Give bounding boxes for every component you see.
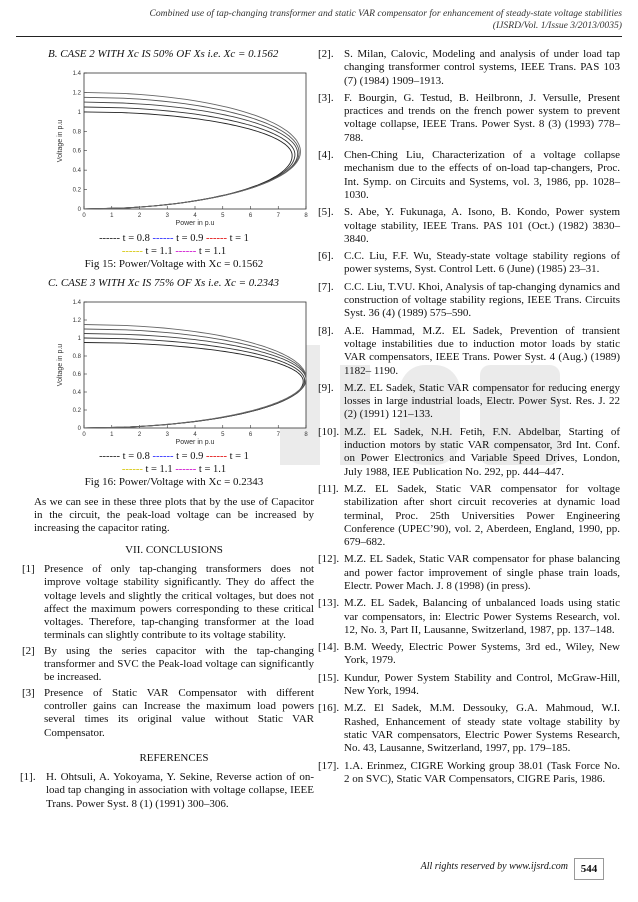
reference-item [318,206,620,246]
y-tick-label: 1 [77,110,81,117]
page-number: 544 [574,858,604,880]
y-tick-label: 0.8 [72,354,81,361]
leg2-t09: ------ [152,451,177,463]
reference-item [318,382,620,422]
reference-text: A.E. Hammad, M.Z. EL Sadek, Prevention of transient voltage instabilities due to induction motor loads by static VAR compensators, IEEE Trans. Power Syst. 4 (Aug.) (1989) 1182– 1190. [344,324,620,377]
reference-text: C.C. Liu, T.VU. Khoi, Analysis of tap-changing dynamics and construction of voltage stability regions, IEEE Trans. Circuits Syst. 36 (4) (1989) 575–590. [344,280,620,320]
reference-num: [9]. [318,381,334,394]
reference-text: S. Milan, Calovic, Modeling and analysis of under load tap changing transformer control systems, IEEE Trans. PAS 103 (7) (1984) 1909–1913. [344,48,620,87]
y-tick-label: 1.2 [72,90,81,97]
case-b-text: B. CASE 2 WITH Xc IS 50% OF Xs i.e. Xc = 0.1562 [48,48,279,60]
right-column [318,48,620,790]
reference-item [318,483,620,549]
header-volume: (IJSRD/Vol. 1/Issue 3/2013/0035) [492,20,622,31]
reference-num: [17]. [318,759,340,772]
x-tick-label: 3 [165,213,169,220]
x-axis-label: Power in p.u [175,439,215,447]
case-b-heading [48,48,314,61]
x-tick-label: 7 [276,213,280,220]
fig16-legend [34,450,314,476]
y-tick-label: 0.6 [72,372,81,379]
leg2-t08-label: t = 0.8 [122,451,153,463]
x-tick-label: 0 [82,432,86,439]
reference-text: B.M. Weedy, Electric Power Systems, 3rd ed., Wiley, New York, 1979. [344,641,620,667]
reference-num: [13]. [318,597,340,610]
running-header [149,8,622,32]
reference-text: M.Z. EL Sadek, N.H. Fetih, F.N. Abdelbar, Starting of induction motors by static VAR compensator, 3rd Int. Conf. on Power Electronics and Variable Speed Drives, London, July 1988, IEE Publication No. 292, pp. 444–447. [344,425,620,478]
conclusions-list [22,562,314,740]
left-column [20,48,314,815]
y-tick-label: 0.4 [72,390,81,397]
conclusion-num: [3] [22,686,35,699]
fig15-legend [34,232,314,258]
reference-item [318,281,620,321]
reference-text: 1.A. Erinmez, CIGRE Working group 38.01 (Task Force No. 2 on SVC), Static VAR Compensators, CIGRE Paris, 1986. [344,759,620,785]
x-tick-label: 6 [248,432,253,439]
references-heading: REFERENCES [139,751,209,764]
reference-num: [11]. [318,482,339,495]
reference-item [318,760,620,787]
x-tick-label: 8 [304,432,308,439]
leg-t09: ------ [152,232,177,244]
y-axis-label: Voltage in p.u [57,343,64,387]
reference-item [318,426,620,479]
plot-frame [84,302,306,428]
reference-num: [14]. [318,641,340,654]
reference-text: Chen-Ching Liu, Characterization of a voltage collapse mechanism due to the effects of on-load tap-changers, Proc. Int. Symp. on Circuits and Systems, vol. 3, 1986, pp. 1028–1030. [344,149,620,201]
conclusion-text: Presence of Static VAR Compensator with different controller gains can Increase the maximum load powers several times its original value without Static VAR Compensator. [44,686,314,739]
case-c-text: C. CASE 3 WITH Xc IS 75% OF Xs i.e. Xc = 0.2343 [48,276,280,289]
reference-item [20,771,314,811]
reference-text: F. Bourgin, G. Testud, B. Heilbronn, J. Versulle, Present practices and trends on the french power system to prevent voltage collapse, IEEE Trans. Power Syst. 8 (3) (1993) 778–788. [344,91,620,144]
reference-num: [15]. [318,671,340,684]
header-rule [16,36,622,37]
x-tick-label: 4 [193,213,197,220]
reference-text: M.Z. EL Sadek, Balancing of unbalanced loads using static var compensators, in: Electric Power Systems Research, vol. 12, No. 3, Part II, Lausanne, Switzerland, 1987, pp. 137–148. [344,597,620,636]
leg2-t08: ------ [99,451,123,463]
reference-text: C.C. Liu, F.F. Wu, Steady-state voltage stability regions of power systems, Syst. Control Lett. 6 (June) (1985) 23–31. [344,250,620,276]
leg2-t11a: ------ [121,464,146,476]
reference-num: [8]. [318,324,334,337]
conclusions-heading: VII. CONCLUSIONS [125,543,223,556]
leg2-t11a-label: t = 1.1 [145,464,176,476]
reference-text: M.Z. EL Sadek, Static VAR compensator for voltage stabilization after short circuit recoveries at dynamic load terminal, Proc. 25th Universities Power Engineering Conference (UPEC’90), vol. 2, Aberdeen, England, 1990, pp. 679–682. [344,482,620,549]
chart-fig15 [34,67,314,227]
y-tick-label: 0.2 [72,187,81,194]
chart-fig16 [34,296,314,446]
reference-text: S. Abe, Y. Fukunaga, A. Isono, B. Kondo, Power system voltage stability, IEEE Trans. PAS 101 (Oct.) (1982) 3830–3840. [344,206,620,245]
x-tick-label: 4 [193,432,197,439]
leg2-t1-label: t = 1 [229,451,249,463]
leg2-t1: ------ [205,451,230,463]
x-tick-label: 5 [221,213,225,220]
reference-num: [12]. [318,553,340,566]
reference-num: [2]. [318,48,334,60]
reference-num: [6]. [318,250,334,263]
leg2-t11b: ------ [175,464,199,476]
leg-t11a: ------ [121,245,146,257]
reference-text: M.Z. EL Sadek, Static VAR compensator for reducing energy losses in large industrial loads, Electr. Power Syst. Res. J. 22 (2) (1991) 121–133. [344,381,620,421]
fig16-legend-row1 [34,450,314,463]
y-tick-label: 1.4 [72,300,81,307]
fig15-legend-row2 [34,245,314,258]
reference-item [318,702,620,755]
y-tick-label: 0.2 [72,408,81,415]
summary-paragraph: As we can see in these three plots that by the use of Capacitor in the circuit, the peak-load voltage can be increased by increasing the capacitor rating. [34,495,314,535]
reference-num: [4]. [318,149,334,162]
y-tick-label: 0 [77,426,81,433]
reference-num: [16]. [318,702,340,715]
x-tick-label: 1 [110,432,114,439]
leg-t09-label: t = 0.9 [176,232,206,244]
conclusion-text: Presence of only tap-changing transformers does not improve voltage stability significantly. They do affect the voltage levels and slightly the critical voltages, but does not affect the maximum powers corresponding to these critical voltages. Therefore, tap-changing transformer at the load terminals can slightly contribute to its voltage stability. [44,562,314,642]
x-tick-label: 0 [82,213,86,220]
leg-t1: ------ [205,232,230,244]
conclusion-text: By using the series capacitor with the tap-changing transformer and SVC the Peak-load voltage can significantly be increased. [44,644,314,684]
leg2-t09-label: t = 0.9 [176,451,206,463]
reference-num: [7]. [318,280,334,293]
reference-num: [1]. [20,771,36,784]
reference-text: H. Ohtsuli, A. Yokoyama, Y. Sekine, Reverse action of on-load tap changing in association with voltage collapse, IEEE Trans. Power Syst. 8 (1) (1991) 300–306. [46,771,314,810]
leg-t08: ------ [99,232,123,244]
x-tick-label: 2 [137,432,142,439]
case-c-heading [48,277,314,290]
y-tick-label: 0 [77,207,81,214]
reference-num: [5]. [318,206,334,219]
reference-item [318,597,620,637]
references-list [318,48,620,786]
leg2-t11b-label: t = 1.1 [198,464,227,476]
x-tick-label: 2 [137,213,142,220]
x-tick-label: 6 [248,213,253,220]
reference-text: M.Z. El Sadek, M.M. Dessouky, G.A. Mahmoud, W.I. Rashed, Enhancement of steady state voltage stability by static VAR compensators, Electric Power Systems Research, No. 43, Lausanne, Switzerland, 1997, pp. 179–185. [344,702,620,755]
fig15-legend-row1 [34,232,314,245]
reference-item [318,250,620,277]
fig15-caption: Fig 15: Power/Voltage with Xc = 0.1562 [84,257,264,270]
reference-num: [10]. [318,425,340,438]
conclusion-num: [1] [22,562,35,575]
fig16-legend-row2 [34,463,314,476]
footer-rights: All rights reserved by www.ijsrd.com [420,861,568,872]
leg-t1-label: t = 1 [229,232,249,244]
header-title: Combined use of tap-changing transformer and static VAR compensator for enhancement of steady-state voltage stabilities [149,8,622,19]
reference-item [318,672,620,699]
leg-t11b: ------ [175,245,199,257]
reference-item [318,48,620,88]
y-axis-label: Voltage in p.u [57,120,64,163]
reference-num: [3]. [318,91,334,104]
x-tick-label: 5 [221,432,225,439]
figure-16 [34,296,314,450]
fig16-caption: Fig 16: Power/Voltage with Xc = 0.2343 [84,476,264,489]
y-tick-label: 1 [77,336,81,343]
reference-item [318,553,620,593]
leg-t11b-label: t = 1.1 [198,245,227,257]
x-axis-label: Power in p.u [175,220,215,228]
figure-15 [34,67,314,231]
reference-text: Kundur, Power System Stability and Control, McGraw-Hill, New York, 1994. [344,671,620,698]
x-tick-label: 7 [276,432,280,439]
conclusion-item [22,644,314,685]
reference-text: M.Z. EL Sadek, Static VAR compensator for phase balancing and power factor improvement of single phase train loads, Electr. Power Mach. J. 8 (1998) (in press). [344,553,620,592]
leg-t08-label: t = 0.8 [122,232,153,244]
reference-item [318,641,620,668]
y-tick-label: 0.6 [72,149,81,156]
conclusion-num: [2] [22,644,35,657]
conclusion-item [22,562,314,643]
y-tick-label: 0.8 [72,129,81,136]
reference-item [318,325,620,378]
y-tick-label: 0.4 [72,168,81,175]
y-tick-label: 1.4 [72,71,81,78]
x-tick-label: 3 [165,432,169,439]
y-tick-label: 1.2 [72,318,81,325]
leg-t11a-label: t = 1.1 [145,245,176,257]
conclusion-item [22,686,314,740]
x-tick-label: 1 [110,213,114,220]
reference-item [318,92,620,145]
reference-item [318,149,620,202]
x-tick-label: 8 [304,213,308,220]
